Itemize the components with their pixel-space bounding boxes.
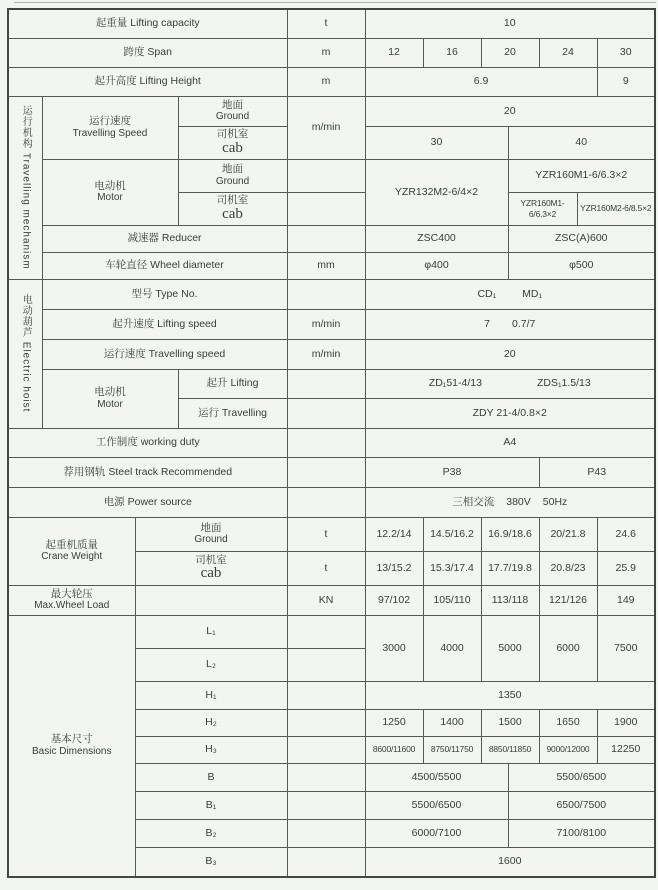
scan-artifact-line — [14, 2, 656, 3]
span-unit: m — [287, 38, 365, 67]
crane-motor-rb-left-value: YZR160M1-6/6.3×2 — [508, 192, 577, 225]
row-reducer — [8, 225, 655, 252]
hoist-travelling-speed-value: 20 — [365, 339, 655, 369]
working-duty-unit-empty — [287, 428, 365, 457]
crane-speed-unit: m/min — [287, 96, 365, 159]
type-no-md: MD₁ — [522, 287, 543, 300]
steel-track-left-value: P38 — [365, 457, 539, 487]
dim-h2-v2: 1400 — [423, 709, 481, 736]
reducer-left-value: ZSC400 — [365, 225, 508, 252]
hoist-travelling-speed-label: 运行速度 Travelling speed — [42, 339, 287, 369]
wheel-diameter-left-value: φ400 — [365, 252, 508, 279]
power-source-unit-empty — [287, 487, 365, 517]
dim-l1-label: L₁ — [135, 615, 287, 648]
row-crane-motor-ground — [8, 159, 655, 192]
row-crane-weight-ground — [8, 517, 655, 551]
dim-h2-v1: 1250 — [365, 709, 423, 736]
type-no-value — [365, 279, 655, 309]
reducer-unit-empty — [287, 225, 365, 252]
wheel-diameter-label: 车轮直径 Wheel diameter — [42, 252, 287, 279]
working-duty-label: 工作制度 working duty — [8, 428, 287, 457]
crane-specification-table — [7, 8, 656, 878]
span-label: 跨度 Span — [8, 38, 287, 67]
dim-l-v5: 7500 — [597, 615, 655, 681]
crane-weight-cab-v2: 15.3/17.4 — [423, 551, 481, 585]
group-travelling-mechanism: 运行机构 Travelling mechanism — [8, 96, 42, 279]
dim-b-left: 4500/5500 — [365, 763, 508, 791]
hoist-motor-unit-empty2 — [287, 398, 365, 428]
hoist-motor-travelling-value: ZDY 21-4/0.8×2 — [365, 398, 655, 428]
type-no-label: 型号 Type No. — [42, 279, 287, 309]
crane-motor-cab-sublabel: 司机室 cab — [178, 192, 287, 225]
crane-motor-ground-sublabel: 地面 Ground — [178, 159, 287, 192]
dim-h1-value: 1350 — [365, 681, 655, 709]
crane-weight-ground-v2: 14.5/16.2 — [423, 517, 481, 551]
hoist-lifting-speed-value: 7 0.7/7 — [365, 309, 655, 339]
crane-speed-ground-sublabel: 地面 Ground — [178, 96, 287, 126]
crane-weight-ground-v4: 20/21.8 — [539, 517, 597, 551]
span-value-24: 24 — [539, 38, 597, 67]
power-source-label: 电源 Power source — [8, 487, 287, 517]
crane-weight-cab-v5: 25.9 — [597, 551, 655, 585]
dim-b3-value: 1600 — [365, 847, 655, 877]
row-working-duty — [8, 428, 655, 457]
span-value-20: 20 — [481, 38, 539, 67]
crane-speed-label: 运行速度 Travelling Speed — [42, 96, 178, 159]
dim-h3-v3: 8850/11850 — [481, 736, 539, 763]
max-wheel-load-v3: 113/118 — [481, 585, 539, 615]
working-duty-value: A4 — [365, 428, 655, 457]
dim-b-unit-empty — [287, 763, 365, 791]
hoist-motor-lifting-value: ZD₁51-4/13 ZDS₁1.5/13 — [365, 369, 655, 398]
max-wheel-load-v2: 105/110 — [423, 585, 481, 615]
type-no-cd: CD₁ — [477, 287, 497, 300]
dim-b1-left: 5500/6500 — [365, 791, 508, 819]
crane-motor-unit-empty — [287, 159, 365, 192]
basic-dimensions-label: 基本尺寸 Basic Dimensions — [8, 615, 135, 877]
steel-track-label: 荐用钢轨 Steel track Recommended — [8, 457, 287, 487]
row-type-no — [8, 279, 655, 309]
dim-b3-label: B₃ — [135, 847, 287, 877]
crane-weight-cab-v1: 13/15.2 — [365, 551, 423, 585]
dim-h3-v4: 9000/12000 — [539, 736, 597, 763]
crane-motor-unit-empty2 — [287, 192, 365, 225]
dim-h3-unit-empty — [287, 736, 365, 763]
row-lifting-height — [8, 67, 655, 96]
dim-h3-v5: 12250 — [597, 736, 655, 763]
span-value-30: 30 — [597, 38, 655, 67]
dim-b1-unit-empty — [287, 791, 365, 819]
crane-motor-rb-right-value: YZR160M2-6/8.5×2 — [577, 192, 655, 225]
crane-motor-right-top-value: YZR160M1-6/6.3×2 — [508, 159, 655, 192]
hoist-motor-unit-empty — [287, 369, 365, 398]
lifting-capacity-label: 起重量 Lifting capacity — [8, 9, 287, 38]
dim-b2-right: 7100/8100 — [508, 819, 655, 847]
row-dim-l1 — [8, 615, 655, 648]
group-electric-hoist: 电动葫芦 Electric hoist — [8, 279, 42, 428]
crane-weight-ground-sublabel: 地面 Ground — [135, 517, 287, 551]
lifting-capacity-value: 10 — [365, 9, 655, 38]
crane-weight-ground-v5: 24.6 — [597, 517, 655, 551]
row-wheel-diameter — [8, 252, 655, 279]
dim-h2-v3: 1500 — [481, 709, 539, 736]
dim-h2-v4: 1650 — [539, 709, 597, 736]
dim-b1-right: 6500/7500 — [508, 791, 655, 819]
dim-b2-unit-empty — [287, 819, 365, 847]
dim-h2-v5: 1900 — [597, 709, 655, 736]
dim-b3-unit-empty — [287, 847, 365, 877]
lifting-height-label: 起升高度 Lifting Height — [8, 67, 287, 96]
crane-weight-ground-v1: 12.2/14 — [365, 517, 423, 551]
dim-h3-v2: 8750/11750 — [423, 736, 481, 763]
row-max-wheel-load — [8, 585, 655, 615]
reducer-label: 减速器 Reducer — [42, 225, 287, 252]
lifting-capacity-unit: t — [287, 9, 365, 38]
span-value-16: 16 — [423, 38, 481, 67]
steel-track-unit-empty — [287, 457, 365, 487]
dim-h3-label: H₃ — [135, 736, 287, 763]
crane-speed-cab-right: 40 — [508, 126, 655, 159]
type-no-unit-empty — [287, 279, 365, 309]
dim-l1-unit-empty — [287, 615, 365, 648]
row-crane-speed-ground — [8, 96, 655, 126]
dim-h2-unit-empty — [287, 709, 365, 736]
crane-motor-left-value: YZR132M2-6/4×2 — [365, 159, 508, 225]
crane-weight-cab-v3: 17.7/19.8 — [481, 551, 539, 585]
max-wheel-load-sublabel-empty — [135, 585, 287, 615]
row-hoist-travelling-speed — [8, 339, 655, 369]
crane-weight-cab-sublabel: 司机室 cab — [135, 551, 287, 585]
dim-h3-v1: 8600/11600 — [365, 736, 423, 763]
dim-b2-left: 6000/7100 — [365, 819, 508, 847]
dim-h1-label: H₁ — [135, 681, 287, 709]
crane-speed-cab-sublabel: 司机室 cab — [178, 126, 287, 159]
dim-l-v1: 3000 — [365, 615, 423, 681]
max-wheel-load-v1: 97/102 — [365, 585, 423, 615]
crane-weight-ground-v3: 16.9/18.6 — [481, 517, 539, 551]
crane-weight-cab-v4: 20.8/23 — [539, 551, 597, 585]
crane-weight-label: 起重机质量 Crane Weight — [8, 517, 135, 585]
row-span — [8, 38, 655, 67]
lifting-height-main: 6.9 — [365, 67, 597, 96]
max-wheel-load-v5: 149 — [597, 585, 655, 615]
row-power-source — [8, 487, 655, 517]
wheel-diameter-right-value: φ500 — [508, 252, 655, 279]
span-value-12: 12 — [365, 38, 423, 67]
hoist-motor-travelling-sublabel: 运行 Travelling — [178, 398, 287, 428]
crane-motor-label: 电动机 Motor — [42, 159, 178, 225]
row-hoist-lifting-speed — [8, 309, 655, 339]
crane-weight-ground-unit: t — [287, 517, 365, 551]
row-hoist-motor-lifting — [8, 369, 655, 398]
hoist-motor-label: 电动机 Motor — [42, 369, 178, 428]
wheel-diameter-unit: mm — [287, 252, 365, 279]
dim-l2-label: L₂ — [135, 648, 287, 681]
max-wheel-load-label: 最大轮压 Max.Wheel Load — [8, 585, 135, 615]
steel-track-right-value: P43 — [539, 457, 655, 487]
dim-b-label: B — [135, 763, 287, 791]
dim-b1-label: B₁ — [135, 791, 287, 819]
hoist-motor-lifting-sublabel: 起升 Lifting — [178, 369, 287, 398]
dim-h2-label: H₂ — [135, 709, 287, 736]
hoist-lifting-speed-unit: m/min — [287, 309, 365, 339]
hoist-lifting-speed-label: 起升速度 Lifting speed — [42, 309, 287, 339]
lifting-height-unit: m — [287, 67, 365, 96]
dim-l-v2: 4000 — [423, 615, 481, 681]
row-lifting-capacity — [8, 9, 655, 38]
reducer-right-value: ZSC(A)600 — [508, 225, 655, 252]
dim-h1-unit-empty — [287, 681, 365, 709]
row-steel-track — [8, 457, 655, 487]
max-wheel-load-v4: 121/126 — [539, 585, 597, 615]
power-source-value: 三相交流 380V 50Hz — [365, 487, 655, 517]
dim-b-right: 5500/6500 — [508, 763, 655, 791]
dim-b2-label: B₂ — [135, 819, 287, 847]
hoist-travelling-speed-unit: m/min — [287, 339, 365, 369]
dim-l-v3: 5000 — [481, 615, 539, 681]
crane-speed-ground-value: 20 — [365, 96, 655, 126]
dim-l2-unit-empty — [287, 648, 365, 681]
crane-speed-cab-left: 30 — [365, 126, 508, 159]
crane-weight-cab-unit: t — [287, 551, 365, 585]
dim-l-v4: 6000 — [539, 615, 597, 681]
lifting-height-last: 9 — [597, 67, 655, 96]
max-wheel-load-unit: KN — [287, 585, 365, 615]
